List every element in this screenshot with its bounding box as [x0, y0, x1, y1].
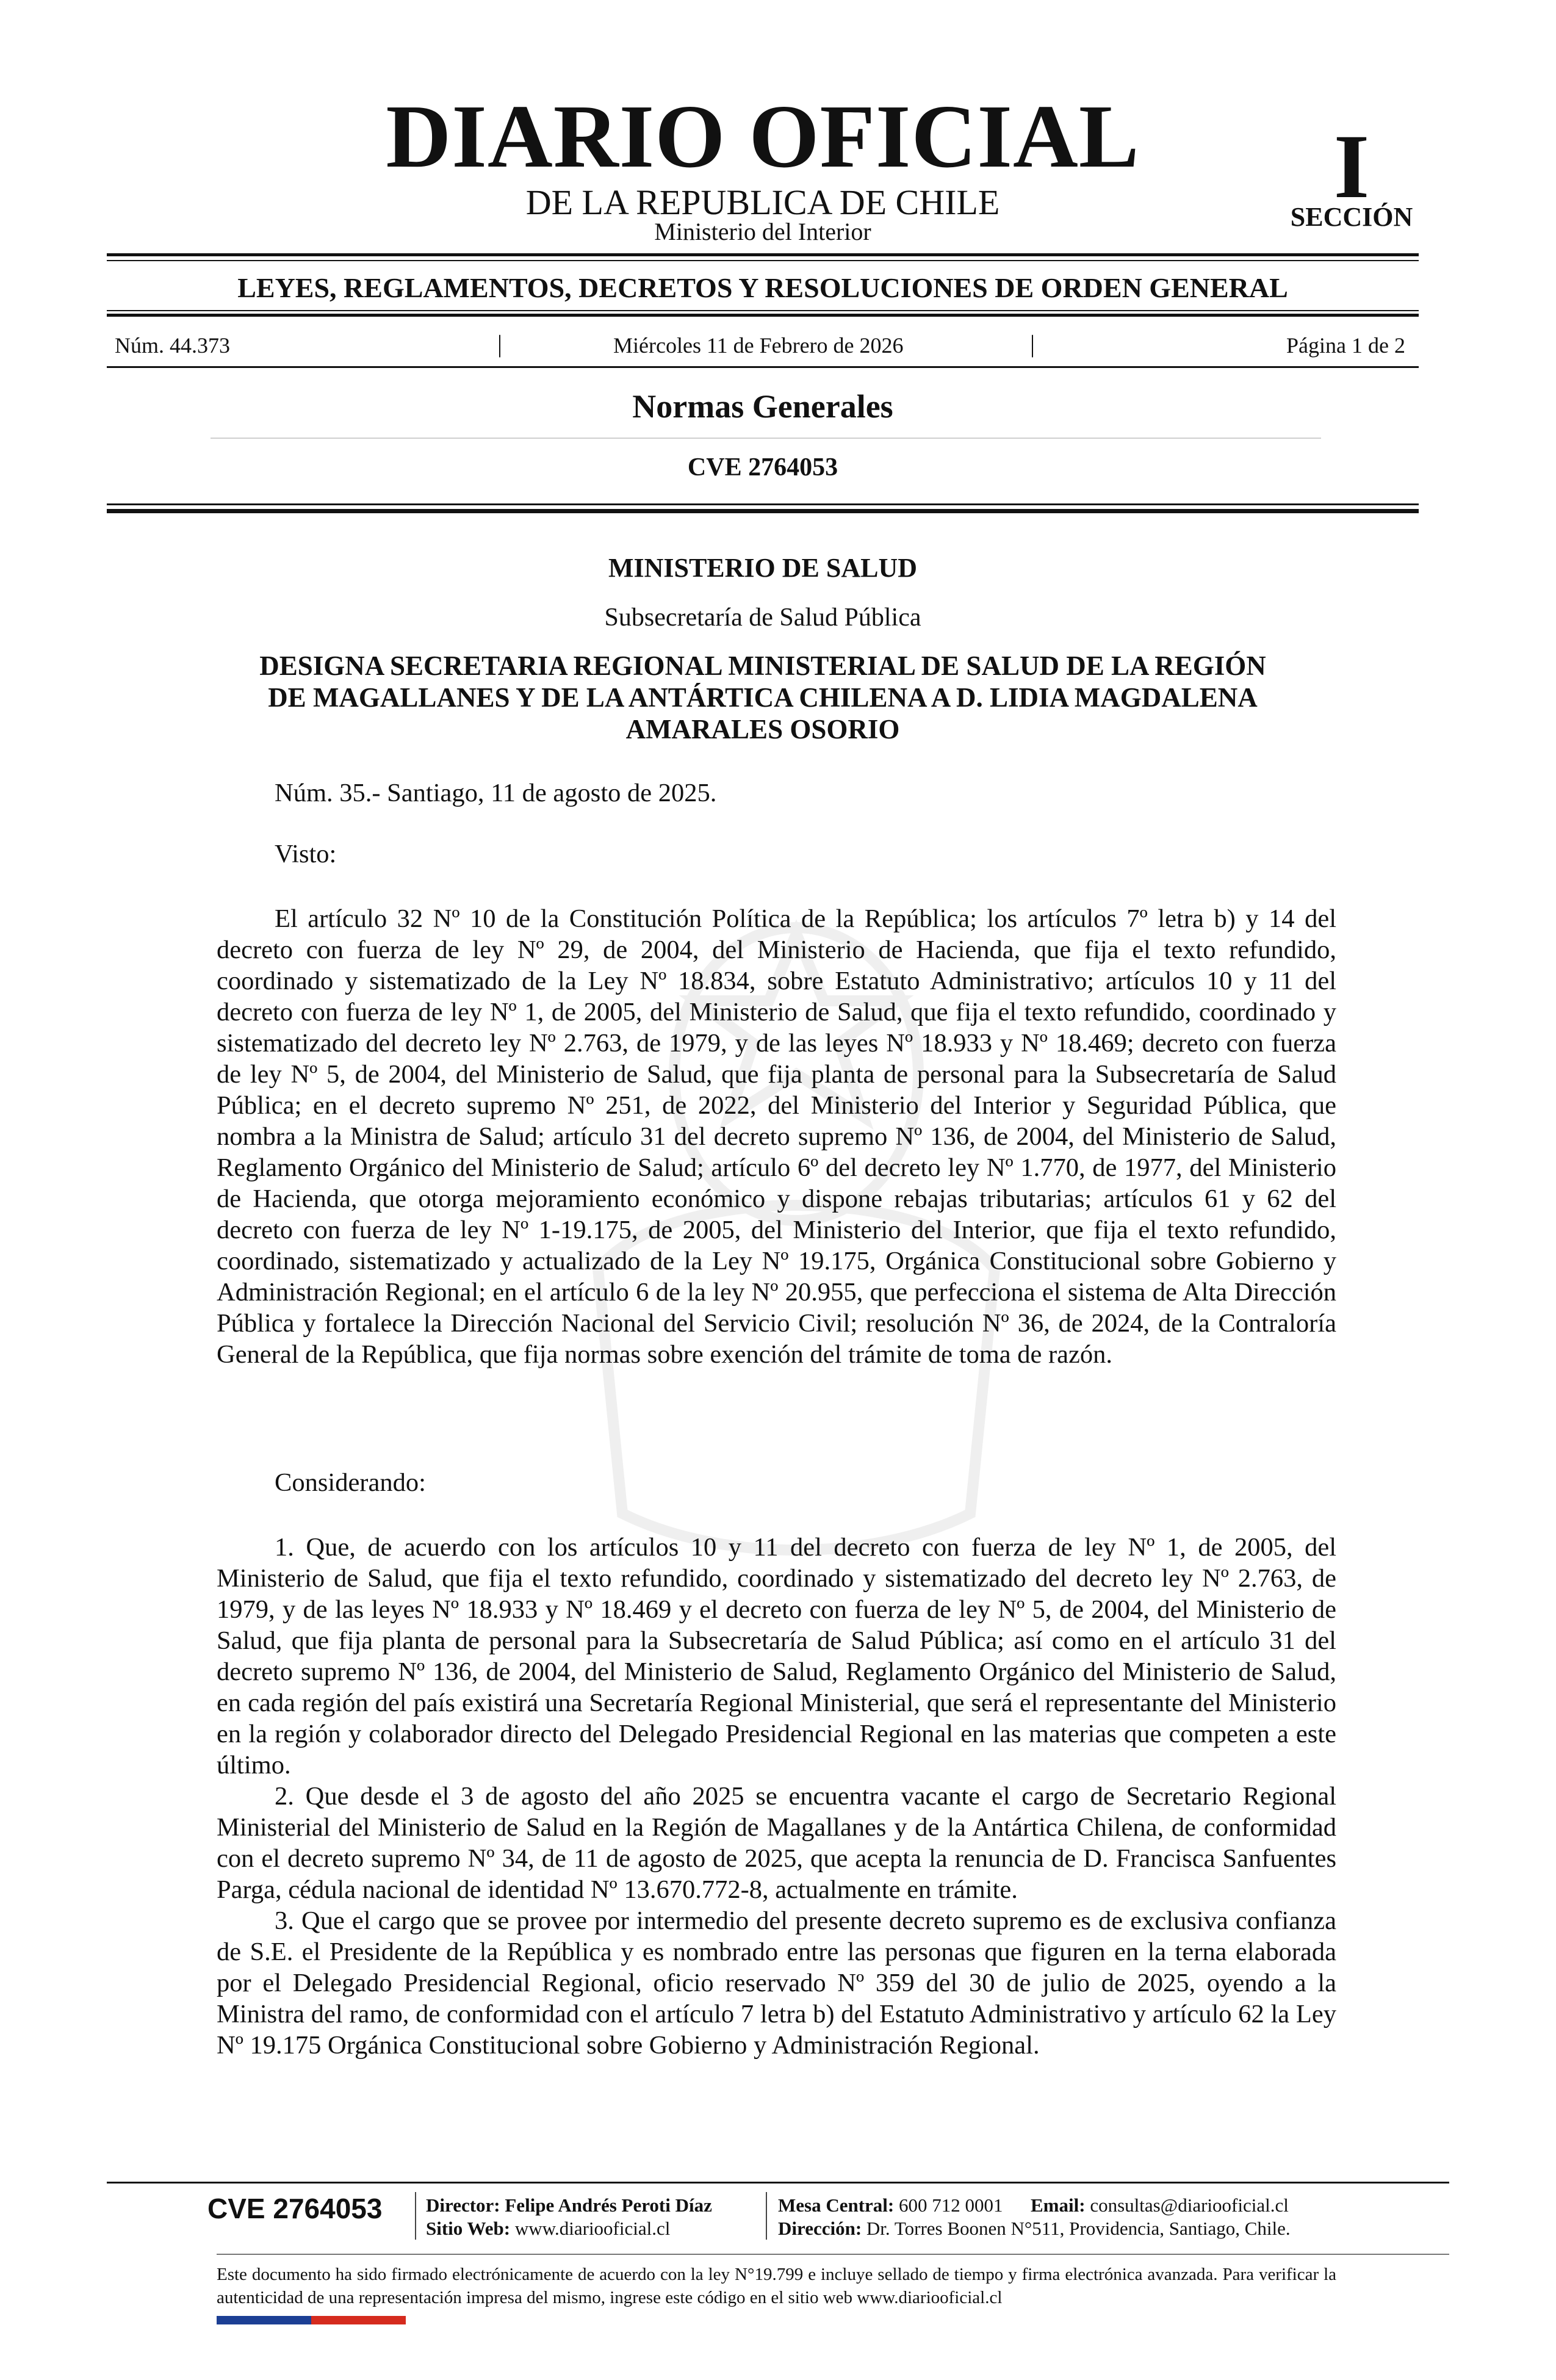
meta-separator: |: [1030, 330, 1036, 358]
flag-stripe-red: [311, 2316, 406, 2324]
subsecretariat-heading: Subsecretaría de Salud Pública: [604, 604, 921, 632]
address-label: Dirección:: [778, 2218, 862, 2239]
footer-director: [426, 2194, 712, 2216]
director-name: Felipe Andrés Peroti Díaz: [505, 2194, 712, 2216]
phone-label: Mesa Central:: [778, 2194, 895, 2216]
meta-separator: |: [497, 330, 503, 358]
footer-cve: CVE 2764053: [207, 2193, 383, 2224]
footer-legal-note: Este documento ha sido firmado electrónicamente de acuerdo con la ley N°19.799 e incluye sellado de tiempo y firma electrónica avanzada. Para verificar la autenticidad de una representación impresa del mismo, ingrese este código en el sitio web www.diariooficial.cl: [217, 2265, 1336, 2307]
footer-divider: [766, 2192, 767, 2240]
newspaper-title: DIARIO OFICIAL: [386, 87, 1140, 187]
flag-stripe-blue: [217, 2316, 311, 2324]
considerando-paragraphs: [217, 1532, 1336, 2061]
header-rule-thin: [107, 503, 1419, 505]
meta-rule: [107, 366, 1419, 368]
director-label: Director:: [426, 2194, 500, 2216]
footer-address: [778, 2218, 1291, 2240]
decree-title-line: DESIGNA SECRETARIA REGIONAL MINISTERIAL DE SALUD DE LA REGIÓN: [259, 651, 1266, 681]
newspaper-ministry: Ministerio del Interior: [654, 218, 871, 245]
footer-divider: [415, 2192, 416, 2240]
email-link[interactable]: consultas@diariooficial.cl: [1090, 2194, 1289, 2216]
issue-number: Núm. 44.373: [115, 333, 230, 358]
newspaper-subtitle: DE LA REPUBLICA DE CHILE: [525, 182, 1000, 222]
address-text: Dr. Torres Boonen N°511, Providencia, Santiago, Chile.: [866, 2218, 1291, 2239]
band-rule-thick: [107, 314, 1419, 317]
considerando-item: 1. Que, de acuerdo con los artículos 10 y 11 del decreto con fuerza de ley Nº 1, de 2005, del Ministerio de Salud, que fija el texto refundido, coordinado y sistematizado del decreto ley Nº 2.763, de 1979, y de las leyes Nº 18.933 y Nº 18.469 y el decreto con fuerza de ley Nº 5, de 2004, del Ministerio de Salud, que fija planta de personal para la Subsecretaría de Salud Pública; así como en el artículo 31 del decreto supremo Nº 136, de 2004, del Ministerio de Salud, Reglamento Orgánico del Ministerio de Salud, en cada región del país existirá una Secretaría Regional Ministerial, que será el representante del Ministerio en la región y colaborador directo del Delegado Presidencial Regional en las materias que competen a este último.: [217, 1533, 1336, 1780]
section-band: LEYES, REGLAMENTOS, DECRETOS Y RESOLUCIONES DE ORDEN GENERAL: [237, 272, 1288, 303]
decree-title-line: AMARALES OSORIO: [625, 714, 900, 745]
website-label: Sitio Web:: [426, 2218, 511, 2239]
considerando-item: 2. Que desde el 3 de agosto del año 2025 se encuentra vacante el cargo de Secretario Regional Ministerial del Ministerio de Salud en la Región de Magallanes y de la Antártica Chilena, de conformidad con el decreto supremo Nº 34, de 11 de agosto de 2025, que acepta la renuncia de D. Francisca Sanfuentes Parga, cédula nacional de identidad Nº 13.670.772-8, actualmente en trámite.: [217, 1782, 1336, 1904]
section-label: SECCIÓN: [1290, 202, 1413, 232]
email-label: Email:: [1031, 2194, 1086, 2216]
issue-date: Miércoles 11 de Febrero de 2026: [613, 333, 904, 358]
ministry-heading: MINISTERIO DE SALUD: [608, 553, 918, 583]
footer-contact: [778, 2194, 1289, 2216]
section-title-rule: [211, 438, 1321, 439]
header-rule-thick: [107, 509, 1419, 513]
band-rule-thin: [107, 310, 1419, 311]
visto-label: Visto:: [275, 840, 337, 868]
visto-paragraph: [217, 903, 1336, 1370]
page-indicator: Página 1 de 2: [1286, 333, 1405, 358]
footer-website: [426, 2218, 670, 2240]
website-link[interactable]: www.diariooficial.cl: [514, 2218, 671, 2239]
footer-rule: [107, 2182, 1449, 2183]
decree-title-line: DE MAGALLANES Y DE LA ANTÁRTICA CHILENA A D. LIDIA MAGDALENA: [268, 682, 1258, 713]
decree-title: [220, 650, 1306, 745]
cve-code: CVE 2764053: [687, 453, 838, 481]
visto-text: El artículo 32 Nº 10 de la Constitución Política de la República; los artículos 7º letra b) y 14 del decreto con fuerza de ley Nº 29, de 2004, del Ministerio de Hacienda, que fija el texto refundido, coordinado y sistematizado de la Ley Nº 18.834, sobre Estatuto Administrativo; artículos 10 y 11 del decreto con fuerza de ley Nº 1, de 2005, del Ministerio de Salud, que fija el texto refundido, coordinado y sistematizado del decreto ley Nº 2.763, de 1979, y de las leyes Nº 18.933 y Nº 18.469; decreto con fuerza de ley Nº 5, de 2004, del Ministerio de Salud, que fija planta de personal para la Subsecretaría de Salud Pública; en el decreto supremo Nº 251, de 2022, del Ministerio del Interior y Seguridad Pública, que nombra a la Ministra de Salud; artículo 31 del decreto supremo Nº 136, de 2004, del Ministerio de Salud, Reglamento Orgánico del Ministerio de Salud; artículo 6º del decreto ley Nº 1.770, de 1977, del Ministerio de Hacienda, que otorga mejoramiento económico y dispone rebajas tributarias; artículos 61 y 62 del decreto con fuerza de ley Nº 1-19.175, de 2005, del Ministerio del Interior, que fija el texto refundido, coordinado, sistematizado y actualizado de la Ley Nº 19.175, Orgánica Constitucional sobre Gobierno y Administración Regional; en el artículo 6 de la ley Nº 20.955, que perfecciona el sistema de Alta Dirección Pública y fortalece la Dirección Nacional del Servicio Civil; resolución Nº 36, de 2024, de la Contraloría General de la República, que fija normas sobre exención del trámite de toma de razón.: [217, 904, 1336, 1369]
considerando-item: 3. Que el cargo que se provee por intermedio del presente decreto supremo es de exclusiva confianza de S.E. el Presidente de la República y es nombrado entre las personas que figuren en la terna elaborada por el Delegado Presidencial Regional, oficio reservado Nº 359 del 30 de julio de 2025, oyendo a la Ministra del ramo, de conformidad con el artículo 7 letra b) del Estatuto Administrativo y artículo 62 la Ley Nº 19.175 Orgánica Constitucional sobre Gobierno y Administración Regional.: [217, 1906, 1336, 2060]
masthead-rule-thin: [107, 260, 1419, 261]
section-title: Normas Generales: [632, 388, 893, 425]
footer-rule-thin: [217, 2254, 1449, 2255]
section-number: I: [1333, 116, 1370, 217]
decree-number-line: Núm. 35.- Santiago, 11 de agosto de 2025.: [275, 779, 717, 807]
masthead-rule-thick: [107, 253, 1419, 256]
phone-number: 600 712 0001: [899, 2194, 1003, 2216]
considerando-label: Considerando:: [275, 1468, 426, 1497]
